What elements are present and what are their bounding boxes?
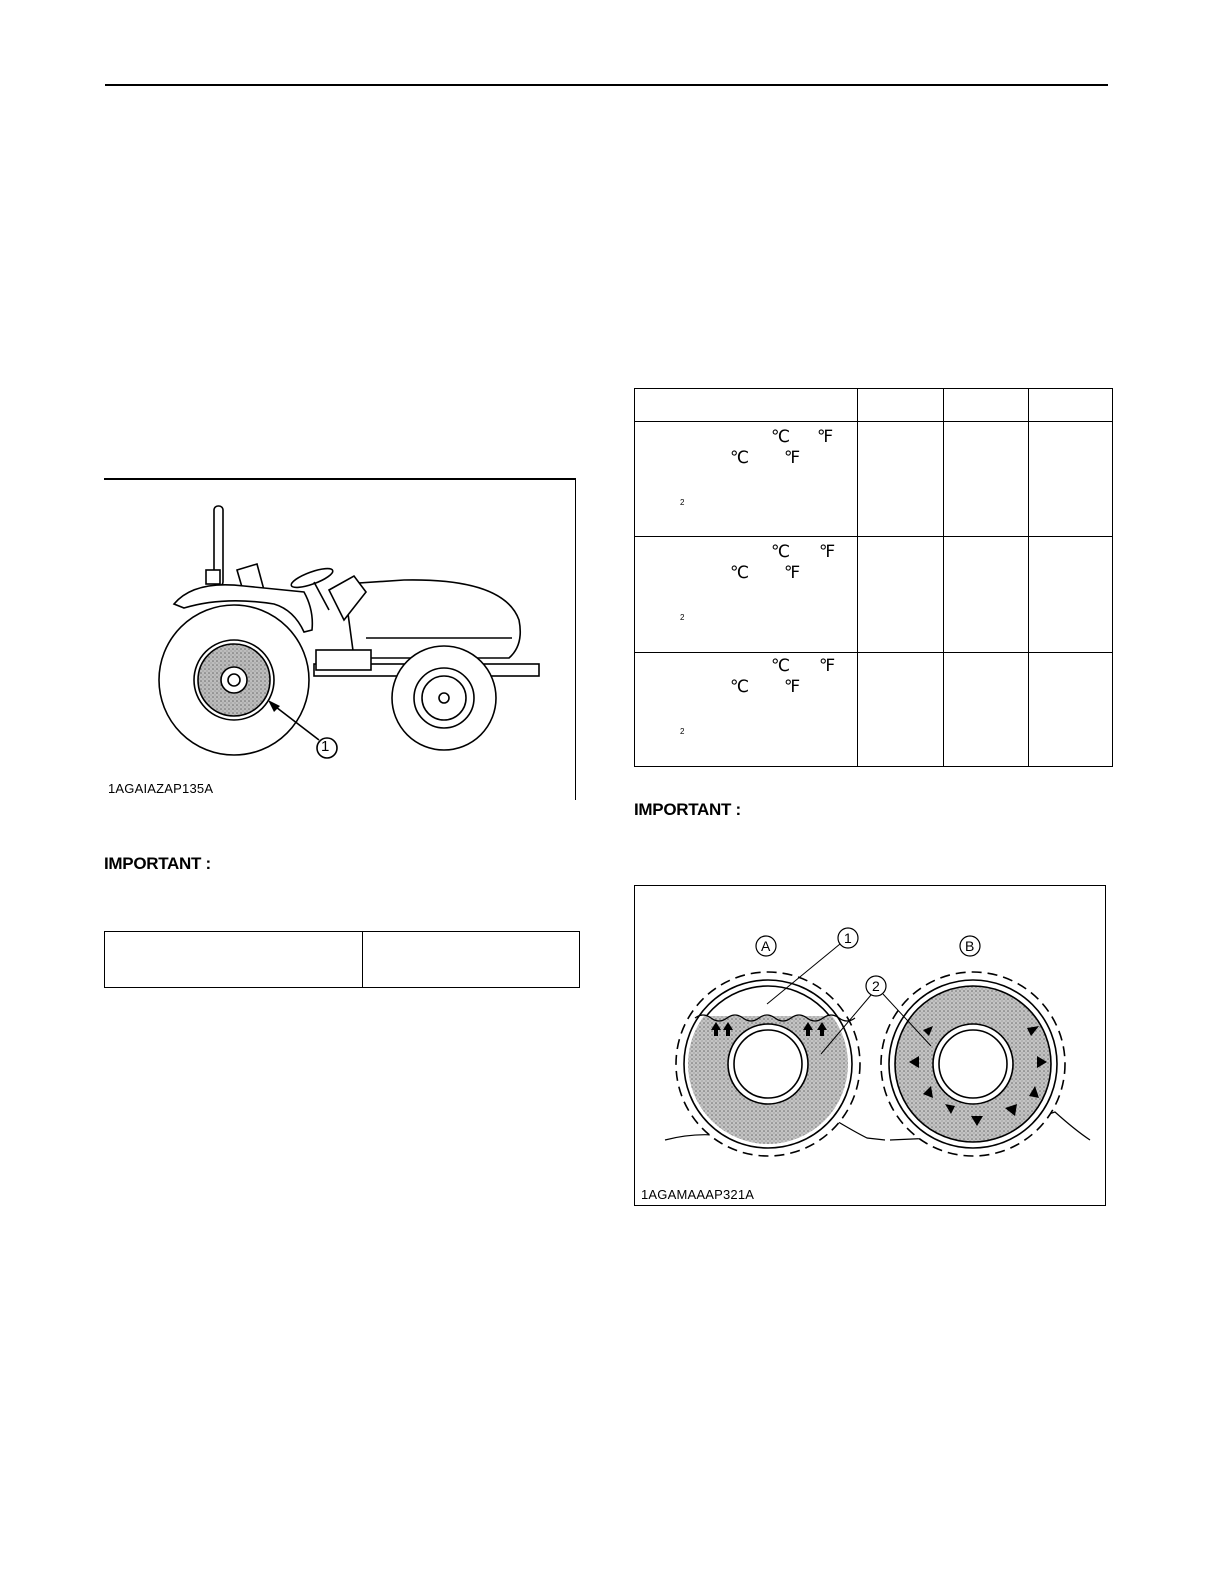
table-cell [1029, 422, 1113, 537]
figure-code: 1AGAIAZAP135A [108, 781, 214, 796]
table-row-label [635, 422, 858, 537]
header-rule [105, 84, 1108, 86]
ballast-table [634, 388, 1113, 767]
left-table-cell [363, 932, 580, 988]
unit-fahrenheit: ℉ [819, 656, 836, 675]
unit-fahrenheit: ℉ [784, 563, 801, 582]
superscript-2: 2 [680, 727, 685, 736]
left-table [104, 931, 580, 988]
table-cell [858, 537, 944, 653]
label-b: B [965, 938, 975, 954]
table-header-cell [858, 389, 944, 422]
left-table-cell [105, 932, 363, 988]
unit-celsius: ℃ [730, 563, 750, 582]
callout-1: 1 [844, 930, 852, 946]
unit-fahrenheit: ℉ [817, 427, 834, 446]
table-cell [858, 422, 944, 537]
unit-celsius: ℃ [771, 656, 791, 675]
important-heading: IMPORTANT : [104, 854, 211, 873]
callout-2: 2 [872, 978, 880, 994]
table-row-label [635, 653, 858, 767]
unit-fahrenheit: ℉ [819, 542, 836, 561]
unit-fahrenheit: ℉ [784, 448, 801, 467]
table-header-cell [1029, 389, 1113, 422]
tire-fill-illustration [635, 886, 1105, 1205]
tire-fill-figure [634, 885, 1106, 1206]
unit-celsius: ℃ [771, 427, 791, 446]
important-heading: IMPORTANT : [634, 800, 741, 819]
table-cell [1029, 653, 1113, 767]
superscript-2: 2 [680, 613, 685, 622]
tractor-figure [104, 478, 576, 800]
unit-fahrenheit: ℉ [784, 677, 801, 696]
tractor-illustration [104, 480, 575, 800]
table-cell [944, 422, 1029, 537]
superscript-2: 2 [680, 498, 685, 507]
unit-celsius: ℃ [771, 542, 791, 561]
table-cell [944, 653, 1029, 767]
callout-1: 1 [321, 738, 330, 755]
unit-celsius: ℃ [730, 677, 750, 696]
label-a: A [761, 938, 771, 954]
table-cell [1029, 537, 1113, 653]
table-cell [858, 653, 944, 767]
table-header-cell [635, 389, 858, 422]
table-cell [944, 537, 1029, 653]
figure-code: 1AGAMAAAP321A [641, 1187, 755, 1202]
table-row-label [635, 537, 858, 653]
unit-celsius: ℃ [730, 448, 750, 467]
table-header-cell [944, 389, 1029, 422]
